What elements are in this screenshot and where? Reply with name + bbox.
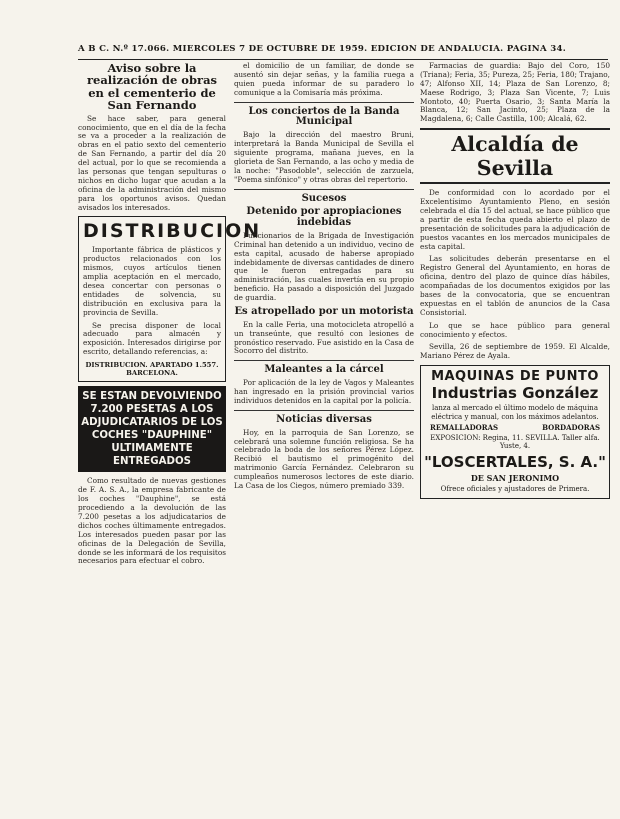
article-body-cementerio: Se hace saber, para general conocimiento, que en el día de la fecha se va a proceder a la realización de obras en el patio sexto del cementerio de San Fernando, a partir del día 20 del actual, por lo que se recomienda a las personas que tengan sepulturas o nichos en dicho lugar que acudan a la oficina de la administración del mismo para los oportunos avisos. Quedan avisados los interesados. <box>78 113 226 212</box>
ad-maquinas-right-label: BORDADORAS <box>542 423 600 433</box>
ad-loscertales-offer: Ofrece oficiales y ajustadores de Primera. <box>440 484 590 493</box>
section-title-sucesos: Sucesos <box>301 192 347 204</box>
alcaldia-body-1: De conformidad con lo acordado por el Excelentísimo Ayuntamiento Pleno, en sesión celebrada el día 15 del actual, se hace público que a partir de esta fecha queda abierto el plazo de presentación de solicitudes para la adjudicación de puestos vacantes en los mercados municipales de esta capital. <box>420 188 611 251</box>
ad-maquinas-sub: lanza al mercado el último modelo de máquina eléctrica y manual, con los máximos adelantos. <box>431 404 599 421</box>
article-body-detenido: Funcionarios de la Brigada de Investigación Criminal han detenido a un individuo, vecino de esta capital, acusado de haberse apropiado indebidamente de diversas cantidades de dinero que le fueron entregadas para su administración, las cuales invertía en su propio beneficio. Ha pasado a disposición del Juzgado de guardia. <box>234 230 414 303</box>
divider <box>234 102 414 103</box>
ad-maquinas <box>420 365 610 499</box>
ad-distribucion-footer: DISTRIBUCION. APARTADO 1.557. BARCELONA. <box>85 361 219 378</box>
alcaldia-body-3: Lo que se hace público para general conocimiento y efectos. <box>420 320 610 339</box>
ad-distribucion-body-1: Importante fábrica de plásticos y productos relacionados con los mismos, cuyos artículos tienen amplia aceptación en el mercado, desea concertar con personas o entidades de solvencia, su distribución en exclusiva para la provincia de Sevilla. <box>83 245 221 317</box>
alcaldia-signature: Sevilla, 26 de septiembre de 1959. El Alcalde, Mariano Pérez de Ayala. <box>420 342 610 361</box>
article-title-cementerio: Aviso sobre la realización de obras en el cementerio de San Fernando <box>86 61 217 113</box>
article-body-noticias: Hoy, en la parroquia de San Lorenzo, se celebrará una solemne función religiosa. Se ha celebrado la boda de los señores Pérez López. Recibió el bautismo el primogénito del matrimonio García Fernández. Celebraron su cumpleaños numerosos lectores de este diario. La Casa de los Ciegos, número premiado 339. <box>234 427 414 490</box>
ad-maquinas-exhibition: EXPOSICION: Regina, 11. SEVILLA. Taller alfa. Yuste, 4. <box>430 434 600 451</box>
ad-distribucion <box>78 216 262 382</box>
ad-maquinas-brand: Industrias González <box>431 384 599 403</box>
ad-distribucion-body-2: Se precisa disponer de local adecuado para almacén y exposición. Interesados dirigirse por escrito, detallando referencias, a: <box>83 320 221 357</box>
article-title-conciertos: Los conciertos de la Banda Municipal <box>248 105 400 128</box>
farmacias-list: Farmacias de guardia: Bajo del Coro, 150 (Triana); Feria, 35; Pureza, 25; Feria, 180; Trajano, 47; Alfonso XII, 14; Plaza de San Lorenzo, 8; Maese Rodrigo, 3; Plaza San Vicente, 7; Luis Montoto, 40; Puerta Osario, 3; Santa María la Blanca, 12; San Jacinto, 25; Plaza de la Magdalena, 6; Calle Castilla, 100; Alcalá, 62. <box>420 61 610 124</box>
article-body-atropellado: En la calle Feria, una motocicleta atropelló a un transeúnte, que resultó con lesiones de pronóstico reservado. Fue asistido en la Casa de Socorro del distrito. <box>234 319 414 356</box>
article-body-conciertos: Bajo la dirección del maestro Bruni, interpretará la Banda Municipal de Sevilla el siguiente programa, mañana jueves, en la glorieta de San Fernando, a las ocho y media de la noche: "Pasodoble", selección de zarzuela, "Poema sinfónico" y otras obras del repertorio. <box>234 130 414 184</box>
alcaldia-body-2: Las solicitudes deberán presentarse en el Registro General del Ayuntamiento, en horas de oficina, dentro del plazo de quince días hábiles, acompañadas de los documentos exigidos por las bases de la convocatoria, que se encuentran expuestas en el tablón de anuncios de la Casa Consistorial. <box>420 254 610 317</box>
divider <box>234 189 414 190</box>
page-masthead: A B C. N.º 17.066. MIERCOLES 7 DE OCTUBRE DE 1959. EDICION DE ANDALUCIA. PAGINA 34. <box>78 44 567 54</box>
ad-maquinas-title: MAQUINAS DE PUNTO <box>431 369 599 385</box>
divider <box>234 360 414 361</box>
ad-distribucion-title: DISTRIBUCION <box>83 220 262 243</box>
article-intro: el domicilio de un familiar, de donde se ausentó sin dejar señas, y la familia ruega a quien pueda informar de su paradero lo comunique a la Comisaría más próxima. <box>234 61 414 97</box>
ad-loscertales-address: DE SAN JERONIMO <box>470 472 560 483</box>
masthead-rule <box>78 59 608 60</box>
ad-loscertales-name: "LOSCERTALES, S. A." <box>424 452 606 471</box>
ad-maquinas-left-label: REMALLADORAS <box>430 423 499 433</box>
ad-maquinas-labels <box>430 423 600 432</box>
article-body-maleantes: Por aplicación de la ley de Vagos y Maleantes han ingresado en la prisión provincial varios individuos detenidos en la capital por la policía. <box>234 378 414 405</box>
column-3 <box>420 62 610 812</box>
ad-dauphine-headline: SE ESTAN DEVOLVIENDO 7.200 PESETAS A LOS ADJUDICATARIOS DE LOS COCHES "DAUPHINE" ULTIMAMENTE ENTREGADOS <box>78 386 226 472</box>
ad-dauphine-body: Como resultado de nuevas gestiones de F. A. S. A., la empresa fabricante de los coches "Dauphine", se está procediendo a la devolución de las 7.200 pesetas a los adjudicatarios de dichos coches últimamente entregados. Los interesados pueden pasar por las oficinas de la Delegación de Sevilla, donde se les informará de los requisitos necesarios para efectuar el cobro. <box>78 476 226 566</box>
article-title-detenido: Detenido por apropiaciones indebidas <box>246 206 402 229</box>
column-2 <box>234 62 414 802</box>
article-title-maleantes: Maleantes a la cárcel <box>264 364 384 376</box>
column-1 <box>78 61 262 802</box>
alcaldia-title: Alcaldía de Sevilla <box>420 128 610 184</box>
article-title-noticias: Noticias diversas <box>276 413 372 425</box>
divider <box>234 410 414 411</box>
article-title-atropellado: Es atropellado por un motorista <box>234 306 414 318</box>
